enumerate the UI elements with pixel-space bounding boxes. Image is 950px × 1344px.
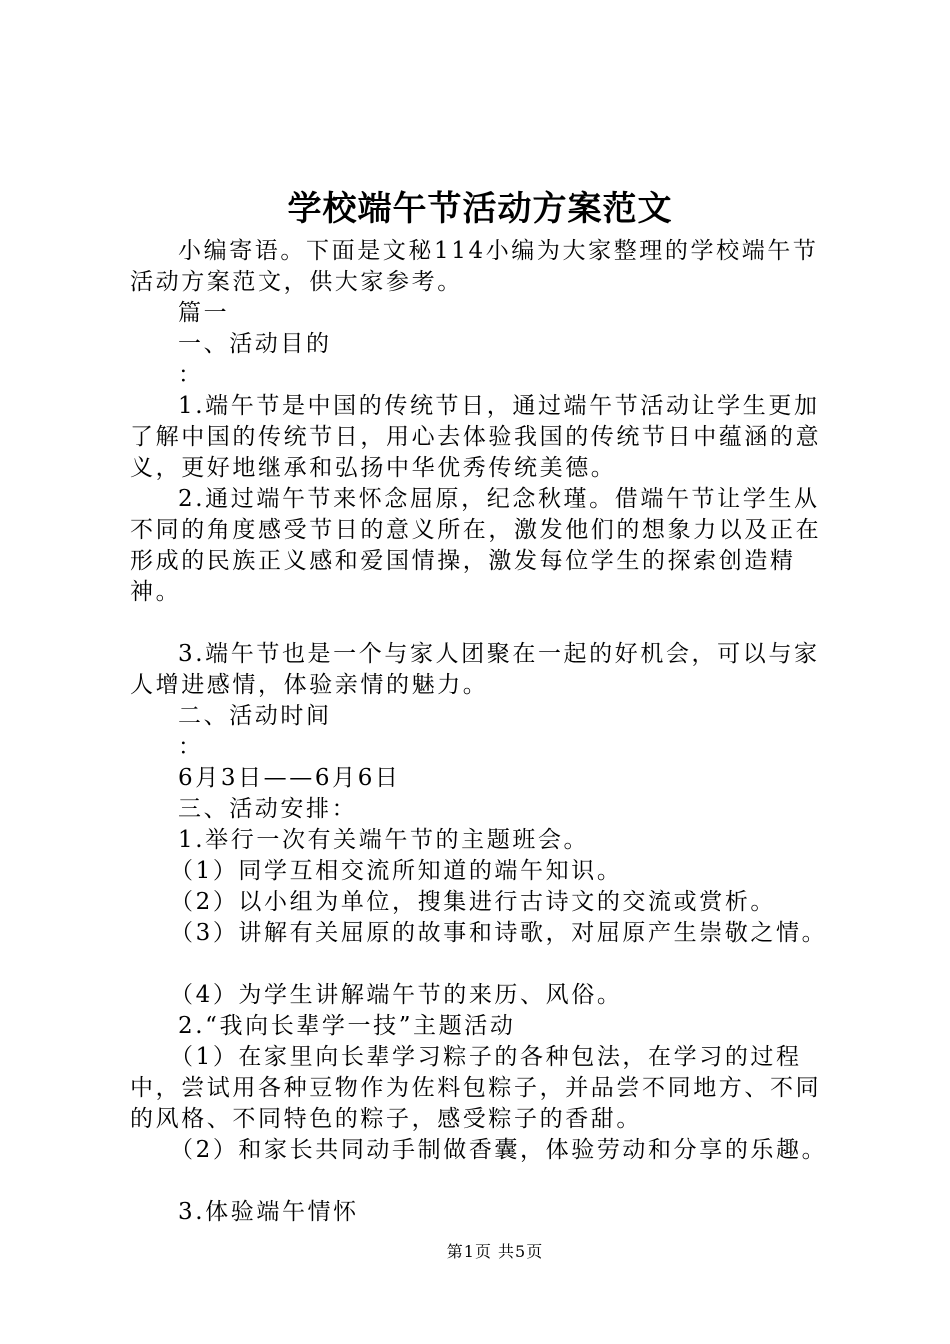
purpose-item-3: 3.端午节也是一个与家人团聚在一起的好机会，可以与家人增进感情，体验亲情的魅力。 — [130, 641, 820, 698]
page-footer: 第1页 共5页 — [446, 1242, 544, 1261]
arrangement-sub-item: （4）为学生讲解端午节的来历、风俗。 — [170, 982, 623, 1008]
arrangement-sub-item: （1）在家里向长辈学习粽子的各种包法，在学习的过程中，尝试用各种豆物作为佐料包粽子，并品尝不同地方、不同的风格、不同特色的粽子，感受粽子的香甜。 — [130, 1044, 822, 1132]
heading-purpose: 一、活动目的 — [178, 331, 332, 357]
document-title: 学校端午节活动方案范文 — [287, 189, 673, 229]
arrangement-item-2: 2.“我向长辈学一技”主题活动 — [178, 1013, 516, 1039]
heading-time: 二、活动时间 — [178, 703, 332, 729]
purpose-item-1: 1.端午节是中国的传统节日，通过端午节活动让学生更加了解中国的传统节日，用心去体验我国的传统节日中蕴涵的意义，更好地继承和弘扬中华优秀传统美德。 — [130, 393, 822, 481]
arrangement-item-1: 1.举行一次有关端午节的主题班会。 — [178, 827, 590, 853]
heading-arrangement: 三、活动安排： — [178, 796, 358, 822]
section-label: 篇一 — [178, 300, 230, 326]
arrangement-sub-item: （2）以小组为单位，搜集进行古诗文的交流或赏析。 — [170, 889, 777, 915]
colon-line: ： — [178, 362, 204, 388]
arrangement-item-3: 3.体验端午情怀 — [178, 1199, 359, 1225]
purpose-item-2: 2.通过端午节来怀念屈原，纪念秋瑾。借端午节让学生从不同的角度感受节日的意义所在，激发他们的想象力以及正在形成的民族正义感和爱国情操，激发每位学生的探索创造精神。 — [130, 486, 822, 605]
arrangement-sub-item: （2）和家长共同动手制做香囊，体验劳动和分享的乐趣。 — [170, 1137, 828, 1163]
colon-line: ： — [178, 734, 204, 760]
intro-paragraph: 小编寄语。下面是文秘114小编为大家整理的学校端午节活动方案范文，供大家参考。 — [130, 238, 819, 295]
time-range: 6月3日——6月6日 — [178, 765, 401, 791]
arrangement-sub-item: （1）同学互相交流所知道的端午知识。 — [170, 858, 623, 884]
document-body — [130, 236, 842, 1228]
arrangement-sub-item: （3）讲解有关屈原的故事和诗歌，对屈原产生崇敬之情。 — [170, 920, 828, 946]
